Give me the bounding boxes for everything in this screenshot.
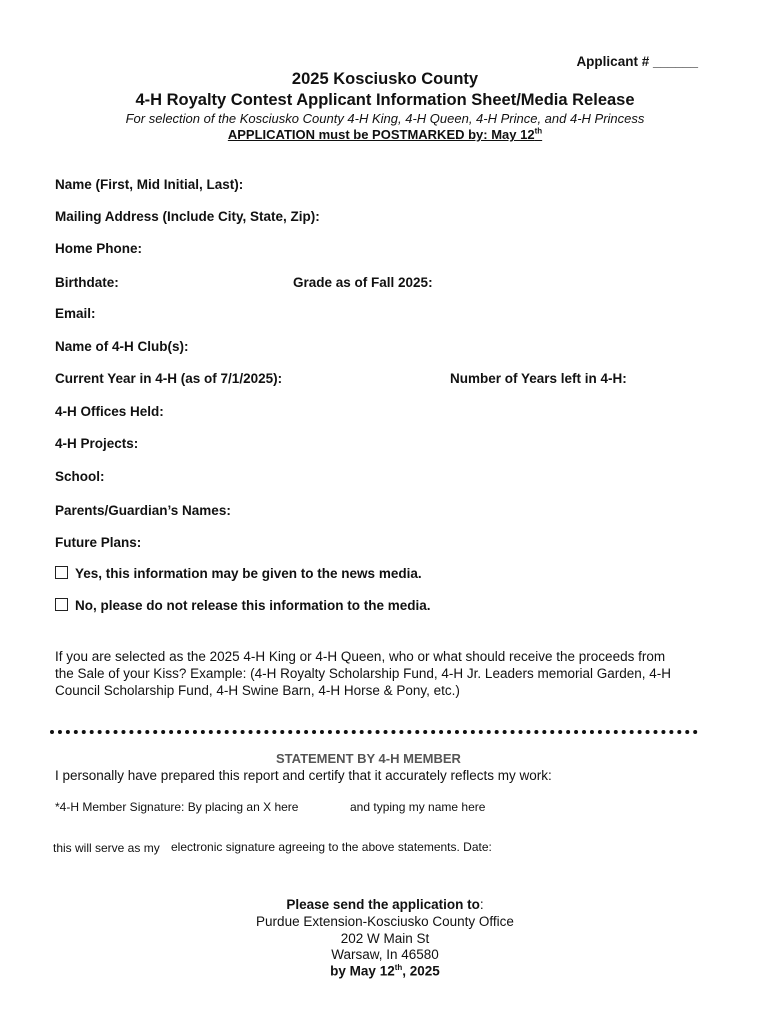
kiss-question-line-1: If you are selected as the 2025 4-H King or 4-H Queen, who or what should receive the proceeds from [55, 649, 666, 664]
name-field-label: Name (First, Mid Initial, Last): [55, 177, 244, 192]
send-to-city: Warsaw, In 46580 [331, 947, 439, 962]
send-to-heading: Please send the application to [286, 897, 480, 912]
deadline-text [228, 127, 542, 142]
statement-heading: STATEMENT BY 4-H MEMBER [276, 751, 461, 766]
birthdate-label: Birthdate: [55, 275, 119, 290]
send-to-deadline [0, 963, 770, 979]
send-to-deadline-suffix: , 2025 [402, 963, 440, 979]
kiss-question-line-3: Council Scholarship Fund, 4-H Swine Barn, 4-H Horse & Pony, etc.) [55, 683, 460, 698]
deadline-line [0, 127, 770, 142]
kiss-question-line-2: the Sale of your Kiss? Example: (4-H Royalty Scholarship Fund, 4-H Jr. Leaders memorial Garden, 4-H [55, 666, 672, 681]
current-year-label: Current Year in 4-H (as of 7/1/2025): [55, 371, 283, 386]
statement-certify: I personally have prepared this report and certify that it accurately reflects my work: [55, 768, 552, 783]
media-yes-label: Yes, this information may be given to the news media. [75, 566, 422, 581]
signature-text-2: and typing my name here [350, 800, 486, 814]
home-phone-label: Home Phone: [55, 241, 143, 256]
media-no-label: No, please do not release this information to the media. [75, 598, 431, 613]
media-yes-checkbox[interactable] [55, 566, 68, 579]
grade-label: Grade as of Fall 2025: [293, 275, 433, 290]
send-to-heading-line [0, 897, 770, 912]
dotted-divider [50, 730, 698, 734]
title-line-1: 2025 Kosciusko County [291, 70, 479, 88]
signature-text-4: electronic signature agreeing to the above statements. Date: [171, 840, 492, 854]
deadline-sup: th [534, 127, 543, 136]
send-to-deadline-sup: th [394, 963, 403, 972]
projects-label: 4-H Projects: [55, 436, 139, 451]
send-to-street: 202 W Main St [340, 931, 430, 946]
offices-label: 4-H Offices Held: [55, 404, 164, 419]
parents-label: Parents/Guardian’s Names: [55, 503, 231, 518]
send-to-heading-colon: : [479, 897, 484, 912]
years-left-label: Number of Years left in 4-H: [450, 371, 627, 386]
future-plans-label: Future Plans: [55, 535, 142, 550]
subtitle: For selection of the Kosciusko County 4-H King, 4-H Queen, 4-H Prince, and 4-H Princess [125, 111, 645, 126]
school-label: School: [55, 469, 105, 484]
email-label: Email: [55, 306, 96, 321]
send-to-office: Purdue Extension-Kosciusko County Office [256, 914, 514, 929]
send-to-deadline-prefix: by May 12 [330, 963, 395, 979]
title-line-2: 4-H Royalty Contest Applicant Information Sheet/Media Release [135, 91, 635, 109]
signature-text-3: this will serve as my [53, 841, 160, 855]
mailing-address-label: Mailing Address (Include City, State, Zip): [55, 209, 320, 224]
club-label: Name of 4-H Club(s): [55, 339, 189, 354]
applicant-number: Applicant # ______ [576, 54, 698, 69]
deadline-prefix: APPLICATION must be POSTMARKED by: May 12 [227, 127, 535, 143]
signature-text-1: *4-H Member Signature: By placing an X here [55, 800, 299, 814]
media-no-checkbox[interactable] [55, 598, 68, 611]
